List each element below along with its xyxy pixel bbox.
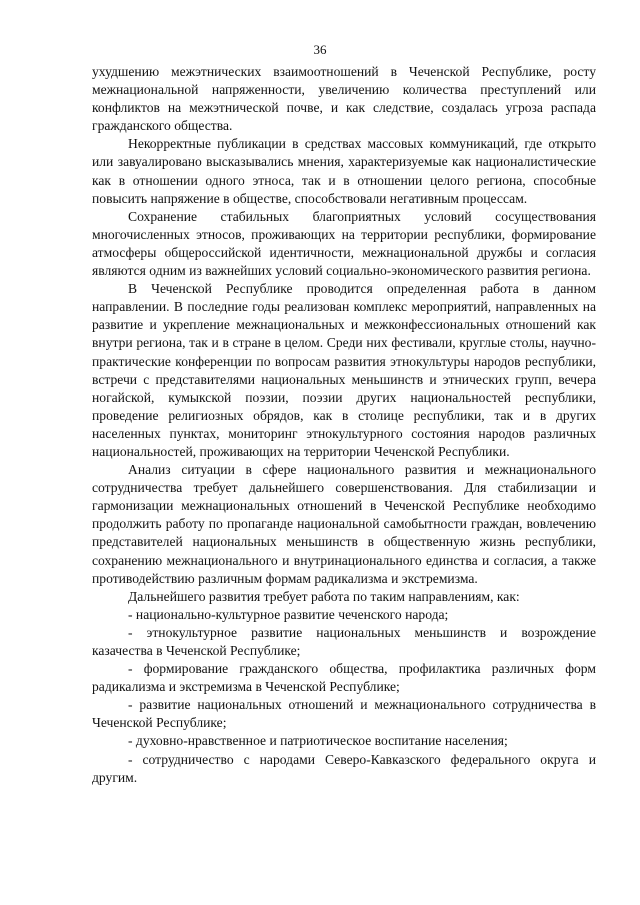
list-item: - этнокультурное развитие национальных меньшинств и возрождение казачества в Чеченской Республике; — [92, 624, 596, 658]
list-item: - духовно-нравственное и патриотическое воспитание населения; — [128, 733, 508, 749]
page-number: 36 — [313, 42, 327, 57]
list-item: - национально-культурное развитие чеченского народа; — [128, 606, 449, 622]
document-text-body — [92, 63, 596, 787]
paragraph: Некорректные публикации в средствах массовых коммуникаций, где открыто или завуалировано высказывались мнения, характеризуемые как националистические как в отношении одного этноса, так и в отношении целого региона, способные повысить напряжение в обществе, способствовали негативным процессам. — [92, 136, 596, 206]
list-item: - развитие национальных отношений и межнационального сотрудничества в Чеченской Республике; — [92, 697, 596, 731]
list-item: - сотрудничество с народами Северо-Кавказского федерального округа и другим. — [92, 751, 596, 785]
list-item: - формирование гражданского общества, профилактика различных форм радикализма и экстремизма в Чеченской Республике; — [92, 661, 596, 695]
paragraph: В Чеченской Республике проводится определенная работа в данном направлении. В последние годы реализован комплекс мероприятий, направленных на развитие и укрепление межнациональных и межконфессиональных отношений как внутри региона, так и в стране в целом. Среди них фестивали, круглые столы, научно-практические конференции по вопросам развития этнокультуры народов республики, встречи с представителями национальных меньшинств и этнических групп, вечера ногайской, кумыкской поэзии, поэзии других национальностей республики, проведение религиозных обрядов, как в столице республики, так и в других населенных пунктах, мониторинг этнокультурного состояния народов различных национальностей, проживающих на территории Чеченской Республики. — [92, 281, 596, 459]
paragraph: ухудшению межэтнических взаимоотношений в Чеченской Республике, росту межнациональной напряженности, увеличению количества преступлений или конфликтов на межэтнической почве, и как следствие, создалась угроза распада гражданского общества. — [92, 64, 596, 134]
list-intro: Дальнейшего развития требует работа по таким направлениям, как: — [128, 588, 520, 604]
paragraph: Анализ ситуации в сфере национального развития и межнационального сотрудничества требует дальнейшего совершенствования. Для стабилизации и гармонизации межнациональных отношений в Чеченской Республике необходимо продолжить работу по пропаганде национальной самобытности граждан, вовлечению представителей национальных меньшинств в общественную жизнь республики, сохранению межнационального и внутринационального единства и согласия, а также противодействию различным формам радикализма и экстремизма. — [92, 462, 596, 586]
paragraph: Сохранение стабильных благоприятных условий сосуществования многочисленных этносов, проживающих на территории республики, формирование атмосферы общероссийской идентичности, межнациональной дружбы и согласия являются одним из важнейших условий социально-экономического развития региона. — [92, 208, 596, 279]
